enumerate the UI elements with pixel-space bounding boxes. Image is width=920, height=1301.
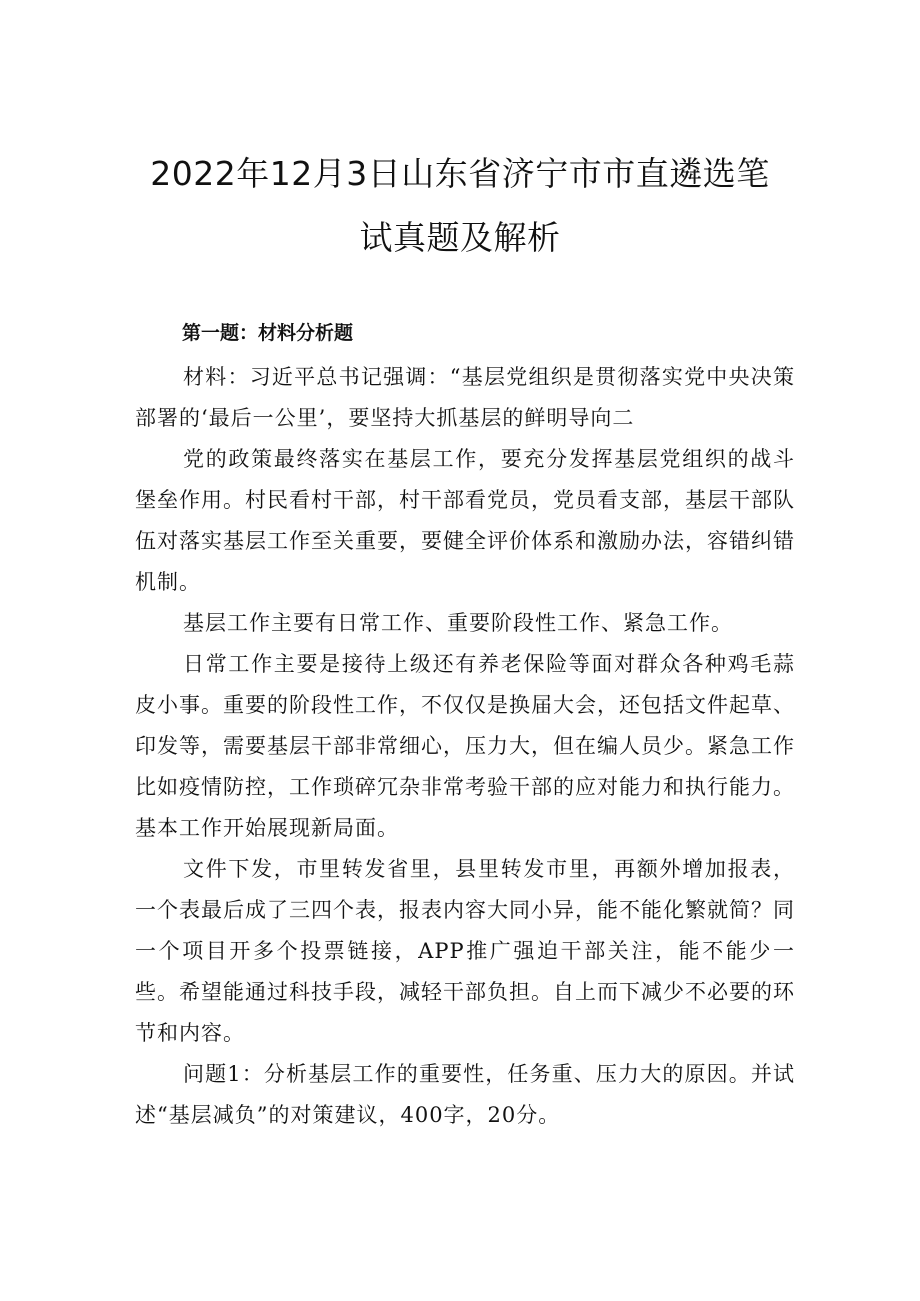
paragraph-question-1: 问题1：分析基层工作的重要性，任务重、压力大的原因。并试述“基层减负”的对策建议，400字，20分。 — [135, 1062, 795, 1127]
document-title-line-2: 试真题及解析 — [359, 218, 561, 257]
paragraph-daily-work: 日常工作主要是接待上级还有养老保险等面对群众各种鸡毛蒜皮小事。重要的阶段性工作，不仅仅是换届大会，还包括文件起草、印发等，需要基层干部非常细心，压力大，但在编人员少。紧急工作比如疫情防控，工作琐碎冗杂非常考验干部的应对能力和执行能力。基本工作开始展现新局面。 — [135, 652, 795, 840]
paragraph-work-types: 基层工作主要有日常工作、重要阶段性工作、紧急工作。 — [183, 611, 733, 635]
paragraph-material-intro: 材料：习近平总书记强调：“基层党组织是贯彻落实党中央决策部署的‘最后一公里’，要坚持大抓基层的鲜明导向二 — [135, 365, 795, 430]
document-body — [135, 357, 795, 1136]
paragraph-party-policy: 党的政策最终落实在基层工作，要充分发挥基层党组织的战斗堡垒作用。村民看村干部，村干部看党员，党员看支部，基层干部队伍对落实基层工作至关重要，要健全评价体系和激励办法，容错纠错机制。 — [135, 447, 795, 594]
paragraph-documents: 文件下发，市里转发省里，县里转发市里，再额外增加报表，一个表最后成了三四个表，报表内容大同小异，能不能化繁就简？同一个项目开多个投票链接，APP推广强迫干部关注，能不能少一些。希望能通过科技手段，减轻干部负担。自上而下减少不必要的环节和内容。 — [135, 857, 795, 1045]
document-title-line-1: 2022年12月3日山东省济宁市市直遴选笔 — [150, 154, 770, 193]
section-heading: 第一题：材料分析题 — [182, 322, 354, 344]
